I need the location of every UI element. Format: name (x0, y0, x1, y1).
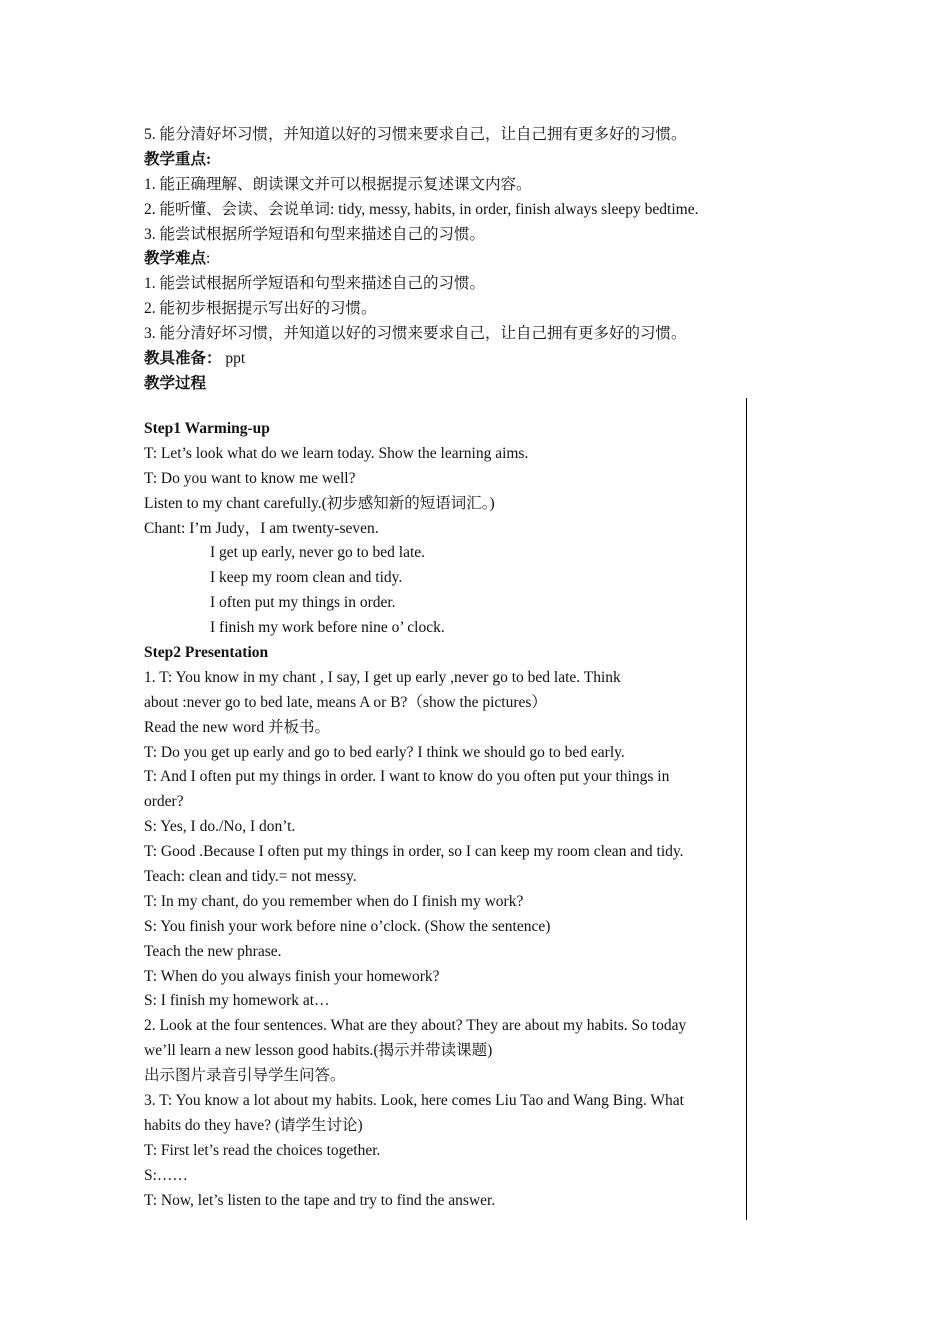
step2-heading: Step2 Presentation (144, 644, 269, 662)
keypoints-heading: 教学重点: (144, 150, 212, 168)
step1-line: T: Let’s look what do we learn today. Show the learning aims. (144, 444, 529, 462)
step2-line: T: Now, let’s listen to the tape and try to find the answer. (144, 1191, 496, 1209)
step2-line: habits do they have? (请学生讨论) (144, 1116, 363, 1134)
step2-line: 出示图片录音引导学生问答。 (144, 1067, 346, 1085)
step2-line: T: First let’s read the choices together. (144, 1141, 381, 1159)
step2-line: S: You finish your work before nine o’clock. (Show the sentence) (144, 917, 551, 935)
step2-line: Teach: clean and tidy.= not messy. (144, 868, 357, 886)
step2-line: we’ll learn a new lesson good habits.(揭示并带读课题) (144, 1042, 493, 1060)
step1-heading: Step1 Warming-up (144, 420, 270, 437)
keypoint-3: 3. 能尝试根据所学短语和句型来描述自己的习惯。 (144, 225, 486, 243)
step2-line: T: Good .Because I often put my things in order, so I can keep my room clean and tidy. (144, 843, 684, 861)
chant-line: I get up early, never go to bed late. (210, 544, 426, 562)
step2-line: order? (144, 793, 184, 811)
process-heading: 教学过程 (144, 374, 207, 392)
difficulty-3: 3. 能分清好坏习惯，并知道以好的习惯来要求自己，让自己拥有更多好的习惯。 (144, 325, 687, 343)
step1-line: Listen to my chant carefully.(初步感知新的短语词汇。) (144, 494, 495, 512)
chant-line: I often put my things in order. (210, 594, 396, 612)
step2-line: T: When do you always finish your homework? (144, 967, 440, 985)
difficulty-1: 1. 能尝试根据所学短语和句型来描述自己的习惯。 (144, 275, 486, 293)
step2-line: T: And I often put my things in order. I want to know do you often put your things in (144, 768, 670, 786)
step1-line: T: Do you want to know me well? (144, 469, 356, 487)
materials-line (144, 347, 754, 372)
step2-line: 2. Look at the four sentences. What are they about? They are about my habits. So today (144, 1017, 687, 1035)
difficulties-heading-text: 教学难点 (144, 250, 207, 268)
chant-intro-line: Chant: I’m Judy，I am twenty-seven. (144, 519, 379, 537)
step2-line: Teach the new phrase. (144, 942, 282, 960)
materials-value: ppt (225, 350, 246, 368)
difficulties-heading (144, 247, 754, 272)
keypoint-2: 2. 能听懂、会读、会说单词: tidy, messy, habits, in order, finish always sleepy bedtime. (144, 200, 699, 218)
step2-line: about :never go to bed late, means A or B?（show the pictures） (144, 693, 547, 711)
materials-label: 教具准备： (144, 350, 222, 368)
aim-5: 5. 能分清好坏习惯，并知道以好的习惯来要求自己，让自己拥有更多好的习惯。 (144, 126, 687, 143)
keypoint-1: 1. 能正确理解、朗读课文并可以根据提示复述课文内容。 (144, 175, 532, 193)
objectives-section (144, 123, 754, 397)
step2-line: S: I finish my homework at… (144, 992, 330, 1010)
step2-line: T: In my chant, do you remember when do I finish my work? (144, 892, 524, 910)
chant-line: I keep my room clean and tidy. (210, 569, 403, 587)
difficulties-heading-colon: : (206, 250, 211, 268)
chant-line: I finish my work before nine o’ clock. (210, 619, 445, 637)
step1-section (144, 417, 754, 1214)
step2-line: Read the new word 并板书。 (144, 718, 330, 736)
step2-line: 3. T: You know a lot about my habits. Look, here comes Liu Tao and Wang Bing. What (144, 1092, 684, 1110)
step2-line: S: Yes, I do./No, I don’t. (144, 818, 296, 836)
difficulty-2: 2. 能初步根据提示写出好的习惯。 (144, 300, 377, 318)
step2-line: 1. T: You know in my chant , I say, I get up early ,never go to bed late. Think (144, 668, 621, 686)
step2-line: T: Do you get up early and go to bed early? I think we should go to bed early. (144, 743, 625, 761)
step2-line: S:…… (144, 1166, 188, 1184)
